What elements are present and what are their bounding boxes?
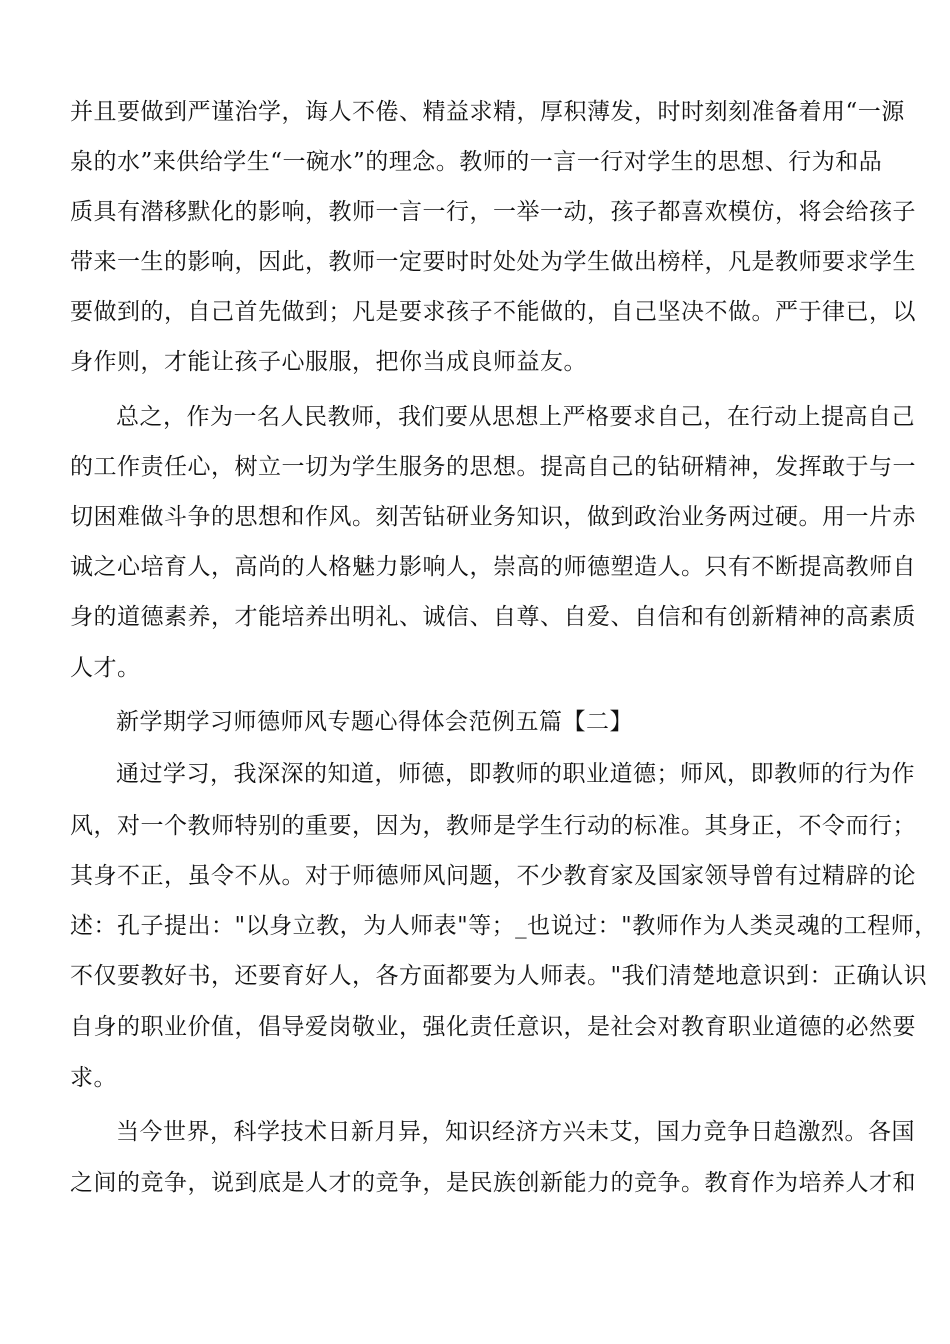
text-line: 之间的竞争，说到底是人才的竞争，是民族创新能力的竞争。教育作为培养人才和: [70, 1170, 916, 1196]
paragraph-start-line: 总之，作为一名人民教师，我们要从思想上严格要求自己，在行动上提高自己: [116, 404, 915, 430]
text-line: 带来一生的影响，因此，教师一定要时时处处为学生做出榜样，凡是教师要求学生: [70, 249, 916, 275]
text-line: 自身的职业价值，倡导爱岗敬业，强化责任意识，是社会对教育职业道德的必然要: [70, 1014, 916, 1040]
text-line: 泉的水”来供给学生“一碗水”的理念。教师的一言一行对学生的思想、行为和品: [70, 149, 883, 175]
text-line: 不仅要教好书，还要育好人，各方面都要为人师表。"我们清楚地意识到：正确认识: [70, 963, 928, 989]
text-line: 身作则，才能让孩子心服服，把你当成良师益友。: [70, 349, 587, 375]
text-line: 诚之心培育人，高尚的人格魅力影响人，崇高的师德塑造人。只有不断提高教师自: [70, 554, 916, 580]
text-line: 的工作责任心，树立一切为学生服务的思想。提高自己的钻研精神，发挥敢于与一: [70, 454, 916, 480]
text-line: 人才。: [70, 655, 141, 681]
text-line: 其身不正，虽令不从。对于师德师风问题，不少教育家及国家领导曾有过精辟的论: [70, 863, 916, 889]
text-line: 述：孔子提出："以身立教，为人师表"等；_也说过："教师作为人类灵魂的工程师，: [70, 913, 938, 939]
section-heading: 新学期学习师德师风专题心得体会范例五篇【二】: [116, 709, 633, 735]
text-line: 要做到的，自己首先做到；凡是要求孩子不能做的，自己坚决不做。严于律已，以: [70, 299, 916, 325]
paragraph-start-line: 通过学习，我深深的知道，师德，即教师的职业道德；师风，即教师的行为作: [116, 761, 915, 787]
text-line: 并且要做到严谨治学，诲人不倦、精益求精，厚积薄发，时时刻刻准备着用“一源: [70, 99, 905, 125]
text-line: 身的道德素养，才能培养出明礼、诚信、自尊、自爱、自信和有创新精神的高素质: [70, 604, 916, 630]
text-line: 求。: [70, 1065, 117, 1091]
text-line: 风，对一个教师特别的重要，因为，教师是学生行动的标准。其身正，不令而行；: [70, 813, 916, 839]
text-line: 切困难做斗争的思想和作风。刻苦钻研业务知识，做到政治业务两过硬。用一片赤: [70, 504, 916, 530]
text-line: 质具有潜移默化的影响，教师一言一行，一举一动，孩子都喜欢模仿，将会给孩子: [70, 199, 916, 225]
paragraph-start-line: 当今世界，科学技术日新月异，知识经济方兴未艾，国力竞争日趋激烈。各国: [116, 1119, 915, 1145]
